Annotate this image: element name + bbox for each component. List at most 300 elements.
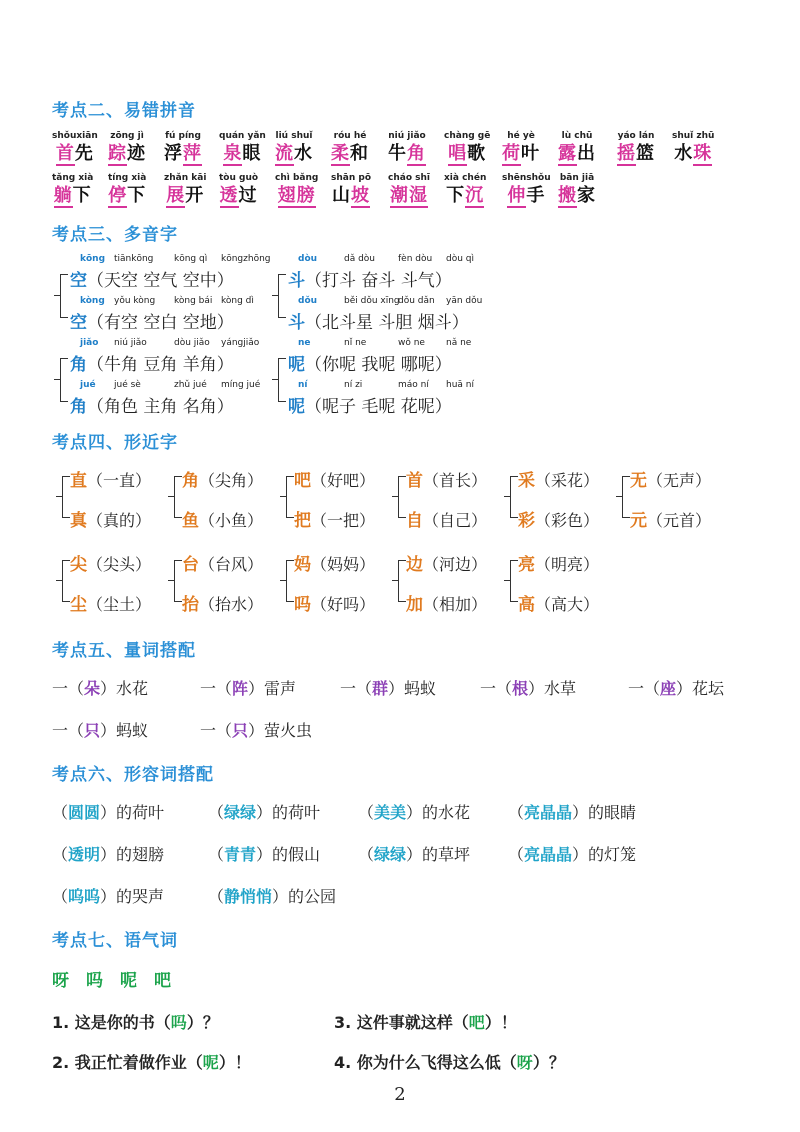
adjective-item (358, 800, 470, 823)
char: 眼 (242, 143, 262, 164)
prefix: 一（ (200, 721, 233, 740)
word-chars (52, 184, 93, 208)
word: （真的） (87, 511, 152, 530)
word-chars (219, 142, 266, 166)
suffix: ）花坛 (676, 679, 725, 698)
word-list: （打斗 奋斗 斗气） (305, 271, 452, 291)
adjective-word: 亮晶晶 (524, 845, 573, 864)
sentence-prefix: 3. 这件事就这样（ (334, 1013, 469, 1032)
noun-phrase: 的眼睛 (588, 803, 637, 822)
brace (278, 274, 286, 318)
paren: ） (572, 845, 589, 864)
similar-item (182, 506, 263, 531)
word-chars (388, 142, 426, 166)
noun-phrase: 的假山 (272, 845, 321, 864)
char: 浮 (164, 143, 183, 164)
pinyin-label: kòng (80, 296, 105, 306)
measure-word: 只 (232, 721, 249, 740)
pinyin-text: chàng gē (444, 131, 491, 141)
pinyin-label: dòu jiǎo (174, 338, 210, 348)
char: 流 (275, 143, 294, 164)
prefix: 一（ (52, 721, 85, 740)
pinyin-label: dǒu (298, 296, 318, 306)
similar-item (518, 506, 599, 531)
polyphonic-line (288, 392, 452, 417)
brace (174, 560, 182, 602)
prefix: 一（ (200, 679, 233, 698)
paren: （ (358, 803, 375, 822)
measure-item (340, 676, 436, 699)
word: （自己） (423, 511, 488, 530)
pinyin-label: kōng qì (174, 254, 208, 264)
char: 下 (446, 185, 466, 206)
word-chars (388, 184, 430, 208)
particle-answer: 吗 (170, 1013, 187, 1032)
noun-phrase: 的荷叶 (116, 803, 165, 822)
key-char: 高 (518, 595, 535, 615)
word-chars (672, 142, 714, 166)
paren: ） (256, 803, 273, 822)
suffix: ）蚂蚁 (100, 721, 149, 740)
pinyin-label: zhǔ jué (174, 380, 207, 390)
char: 躺 (53, 185, 73, 206)
measure-item (52, 676, 148, 699)
key-char: 首 (406, 471, 423, 491)
char: 透 (219, 185, 239, 206)
prefix: 一（ (480, 679, 513, 698)
word: （一直） (87, 471, 152, 490)
key-char: 角 (182, 471, 199, 491)
pinyin-text: cháo shī (388, 173, 430, 183)
adjective-word: 呜呜 (68, 887, 101, 906)
measure-word: 座 (660, 679, 677, 698)
sentence-suffix: ）！ (484, 1013, 517, 1032)
key-char: 加 (406, 595, 423, 615)
polyphonic-line (70, 266, 234, 291)
pinyin-word (52, 172, 93, 208)
adjective-word: 透明 (68, 845, 101, 864)
brace (286, 476, 294, 518)
similar-item (406, 506, 487, 531)
brace-tick (272, 295, 278, 296)
similar-item (294, 550, 375, 575)
measure-word: 只 (84, 721, 101, 740)
pinyin-label: máo ní (398, 380, 429, 390)
key-char: 角 (70, 397, 87, 417)
adjective-item (52, 800, 164, 823)
char: 迹 (127, 143, 146, 164)
brace (62, 560, 70, 602)
word-list: （角色 主角 名角） (87, 397, 234, 417)
paren: （ (508, 845, 525, 864)
pinyin-label: nǎ ne (446, 338, 472, 348)
paren: ） (406, 845, 423, 864)
suffix: ）萤火虫 (248, 721, 313, 740)
pinyin-word (275, 172, 318, 208)
sentence-prefix: 4. 你为什么飞得这么低（ (334, 1053, 517, 1072)
noun-phrase: 的翅膀 (116, 845, 165, 864)
pinyin-text: shuǐ zhū (672, 131, 715, 141)
brace (622, 476, 630, 518)
noun-phrase: 的灯笼 (588, 845, 637, 864)
paren: （ (208, 845, 225, 864)
word-list: （呢子 毛呢 花呢） (305, 397, 452, 417)
similar-item (182, 550, 263, 575)
pinyin-label: dòu qì (446, 254, 474, 264)
similar-item (182, 466, 263, 491)
brace (62, 476, 70, 518)
paren: （ (52, 845, 69, 864)
char: 篮 (636, 143, 655, 164)
prefix: 一（ (52, 679, 85, 698)
key-char: 角 (70, 355, 87, 375)
char: 珠 (693, 143, 713, 164)
word: （河边） (423, 555, 488, 574)
particle-answer: 呢 (202, 1053, 219, 1072)
char: 摇 (617, 143, 636, 164)
pinyin-text: liú shuǐ (275, 131, 313, 141)
adjective-word: 绿绿 (224, 803, 257, 822)
adjective-item (208, 842, 320, 865)
particle-answer: 吧 (468, 1013, 485, 1032)
char: 牛 (388, 143, 407, 164)
key-char: 真 (70, 511, 87, 531)
word-chars (502, 142, 540, 166)
pinyin-text: tòu guò (219, 173, 259, 183)
particle-answer: 呀 (516, 1053, 533, 1072)
pinyin-label: yān dǒu (446, 296, 483, 306)
paren: （ (358, 845, 375, 864)
word: （尖头） (87, 555, 152, 574)
polyphonic-line (70, 392, 234, 417)
paren: （ (52, 887, 69, 906)
pinyin-word (219, 172, 258, 208)
char: 搬 (558, 185, 577, 206)
pinyin-word (331, 172, 371, 208)
sentence-item (52, 1050, 251, 1073)
noun-phrase: 的公园 (288, 887, 337, 906)
word: （尖角） (199, 471, 264, 490)
measure-item (52, 718, 148, 741)
pinyin-label: ne (298, 338, 311, 348)
char: 开 (185, 185, 205, 206)
char: 水 (674, 143, 694, 164)
key-char: 呢 (288, 355, 305, 375)
char: 歌 (467, 143, 487, 164)
measure-item (200, 676, 296, 699)
word-chars (444, 184, 486, 208)
sentence-prefix: 1. 这是你的书（ (52, 1013, 171, 1032)
word: （一把） (311, 511, 376, 530)
key-char: 边 (406, 555, 423, 575)
similar-item (630, 506, 711, 531)
pinyin-label: kòng dì (221, 296, 254, 306)
key-char: 采 (518, 471, 535, 491)
pinyin-label: yángjiǎo (221, 338, 260, 348)
brace-tick (56, 496, 62, 497)
char: 家 (577, 185, 596, 206)
char: 停 (108, 185, 128, 206)
word: （抬水） (199, 595, 264, 614)
pinyin-label: jué (80, 380, 96, 390)
word-chars (52, 142, 98, 166)
brace-tick (280, 580, 286, 581)
noun-phrase: 的荷叶 (272, 803, 321, 822)
pinyin-label: dòu (298, 254, 318, 264)
brace (60, 274, 68, 318)
key-char: 台 (182, 555, 199, 575)
adjective-item (208, 800, 320, 823)
measure-word: 群 (372, 679, 389, 698)
paren: ） (572, 803, 589, 822)
word-list: （天空 空气 空中） (87, 271, 234, 291)
pinyin-word (52, 130, 98, 166)
adjective-item (358, 842, 470, 865)
adjective-item (508, 842, 636, 865)
key-char: 妈 (294, 555, 311, 575)
adjective-word: 绿绿 (374, 845, 407, 864)
char: 荷 (502, 143, 521, 164)
word-chars (275, 142, 313, 166)
char: 伸 (507, 185, 527, 206)
similar-item (518, 590, 599, 615)
noun-phrase: 的草坪 (422, 845, 471, 864)
pinyin-text: zhǎn kāi (164, 173, 207, 183)
brace (510, 560, 518, 602)
polyphonic-line (288, 308, 469, 333)
noun-phrase: 的哭声 (116, 887, 165, 906)
char: 潮 (389, 185, 409, 206)
similar-item (406, 590, 487, 615)
pinyin-word (219, 130, 266, 166)
paren: （ (208, 803, 225, 822)
sentence-suffix: ）？ (186, 1013, 219, 1032)
pinyin-text: zōng jì (110, 131, 144, 141)
word: （无声） (647, 471, 712, 490)
similar-item (70, 550, 151, 575)
char: 叶 (521, 143, 540, 164)
suffix: ）水花 (100, 679, 149, 698)
word-chars (108, 184, 146, 208)
pinyin-label: huā ní (446, 380, 474, 390)
char: 坡 (351, 185, 370, 206)
similar-item (70, 506, 151, 531)
brace-tick (392, 580, 398, 581)
brace-tick (504, 580, 510, 581)
char: 沉 (465, 185, 485, 206)
measure-item (628, 676, 724, 699)
key-char: 空 (70, 313, 87, 333)
sentence-item (334, 1010, 517, 1033)
key-char: 把 (294, 511, 311, 531)
char: 湿 (408, 185, 428, 206)
pinyin-text: bān jiā (559, 173, 595, 183)
word: （台风） (199, 555, 264, 574)
char: 过 (238, 185, 258, 206)
paren: ） (100, 845, 117, 864)
word-chars (558, 184, 596, 208)
brace-tick (168, 580, 174, 581)
brace-tick (56, 580, 62, 581)
key-char: 亮 (518, 555, 535, 575)
paren: ） (100, 803, 117, 822)
word: （妈妈） (311, 555, 376, 574)
pinyin-word (164, 172, 206, 208)
pinyin-word (617, 130, 655, 166)
particle-list: 呀 吗 呢 吧 (52, 971, 171, 991)
similar-item (406, 466, 487, 491)
pinyin-label: yǒu kòng (114, 296, 156, 306)
pinyin-label: dǎ dòu (344, 254, 376, 264)
word: （采花） (535, 471, 600, 490)
key-char: 吗 (294, 595, 311, 615)
pinyin-word (558, 172, 596, 208)
char: 露 (558, 143, 577, 164)
heading-polyphonic: 考点三、多音字 (52, 225, 178, 245)
key-char: 直 (70, 471, 87, 491)
key-char: 空 (70, 271, 87, 291)
sentence-prefix: 2. 我正忙着做作业（ (52, 1053, 203, 1072)
pinyin-label: fèn dòu (398, 254, 433, 264)
similar-item (630, 466, 711, 491)
key-char: 抬 (182, 595, 199, 615)
pinyin-word (275, 130, 313, 166)
sentence-suffix: ）？ (532, 1053, 565, 1072)
adjective-word: 青青 (224, 845, 257, 864)
char: 膀 (296, 185, 316, 206)
adjective-item (508, 800, 636, 823)
word-chars (164, 142, 202, 166)
prefix: 一（ (628, 679, 661, 698)
similar-item (70, 466, 151, 491)
brace-tick (54, 295, 60, 296)
adjective-word: 亮晶晶 (524, 803, 573, 822)
char: 萍 (183, 143, 202, 164)
pinyin-label: ní zi (344, 380, 363, 390)
key-char: 彩 (518, 511, 535, 531)
char: 翅 (277, 185, 297, 206)
pinyin-text: hé yè (507, 131, 535, 141)
word: （尘土） (87, 595, 152, 614)
suffix: ）雷声 (248, 679, 297, 698)
measure-word: 根 (512, 679, 529, 698)
pinyin-text: shēnshǒu (502, 173, 551, 183)
pinyin-word (444, 130, 490, 166)
brace (60, 358, 68, 402)
char: 首 (55, 143, 75, 164)
char: 山 (332, 185, 351, 206)
pinyin-word (502, 172, 551, 208)
similar-item (70, 590, 151, 615)
measure-word: 朵 (84, 679, 101, 698)
brace-tick (54, 379, 60, 380)
paren: ） (256, 845, 273, 864)
pinyin-text: shān pō (331, 173, 372, 183)
pinyin-word (502, 130, 540, 166)
word-chars (331, 184, 371, 208)
heading-measure-words: 考点五、量词搭配 (52, 641, 196, 661)
pinyin-text: yáo lán (617, 131, 655, 141)
adjective-item (208, 884, 336, 907)
word: （好吧） (311, 471, 376, 490)
word-chars (331, 142, 369, 166)
heading-adjectives: 考点六、形容词搭配 (52, 765, 214, 785)
suffix: ）蚂蚁 (388, 679, 437, 698)
key-char: 鱼 (182, 511, 199, 531)
page-number: 2 (394, 1084, 406, 1105)
similar-item (518, 550, 599, 575)
similar-item (518, 466, 599, 491)
key-char: 斗 (288, 313, 305, 333)
adjective-item (52, 842, 164, 865)
pinyin-text: tíng xià (108, 173, 147, 183)
char: 展 (166, 185, 186, 206)
suffix: ）水草 (528, 679, 577, 698)
paren: ） (406, 803, 423, 822)
pinyin-label: kōng (80, 254, 106, 264)
char: 水 (294, 143, 313, 164)
pinyin-label: kōngzhōng (221, 254, 271, 264)
word: （明亮） (535, 555, 600, 574)
pinyin-label: míng jué (221, 380, 261, 390)
paren: ） (100, 887, 117, 906)
pinyin-label: dǒu dǎn (398, 296, 435, 306)
heading-pinyin: 考点二、易错拼音 (52, 101, 196, 121)
word: （相加） (423, 595, 488, 614)
noun-phrase: 的水花 (422, 803, 471, 822)
word-chars (219, 184, 258, 208)
brace-tick (392, 496, 398, 497)
char: 和 (350, 143, 369, 164)
paren: （ (208, 887, 225, 906)
word-chars (164, 184, 206, 208)
word: （好吗） (311, 595, 376, 614)
word: （彩色） (535, 511, 600, 530)
brace-tick (168, 496, 174, 497)
polyphonic-line (288, 350, 452, 375)
pinyin-word (388, 130, 426, 166)
char: 先 (74, 143, 94, 164)
paren: （ (508, 803, 525, 822)
pinyin-word (108, 130, 146, 166)
pinyin-text: fú píng (165, 131, 201, 141)
char: 唱 (448, 143, 468, 164)
adjective-word: 美美 (374, 803, 407, 822)
sentence-item (52, 1010, 219, 1033)
pinyin-label: běi dǒu xīng (344, 296, 400, 306)
adjective-word: 圆圆 (68, 803, 101, 822)
paren: （ (52, 803, 69, 822)
sentence-item (334, 1050, 565, 1073)
brace (174, 476, 182, 518)
word-chars (444, 142, 490, 166)
pinyin-word (108, 172, 146, 208)
word-chars (617, 142, 655, 166)
pinyin-label: tiānkōng (114, 254, 154, 264)
brace (398, 560, 406, 602)
pinyin-text: shǒuxiān (52, 131, 98, 141)
pinyin-word (558, 130, 596, 166)
pinyin-word (672, 130, 714, 166)
brace (510, 476, 518, 518)
pinyin-text: quán yǎn (219, 131, 266, 141)
similar-item (294, 590, 375, 615)
paren: ） (272, 887, 289, 906)
char: 下 (72, 185, 92, 206)
prefix: 一（ (340, 679, 373, 698)
pinyin-label: niú jiǎo (114, 338, 147, 348)
word-list: （你呢 我呢 哪呢） (305, 355, 452, 375)
